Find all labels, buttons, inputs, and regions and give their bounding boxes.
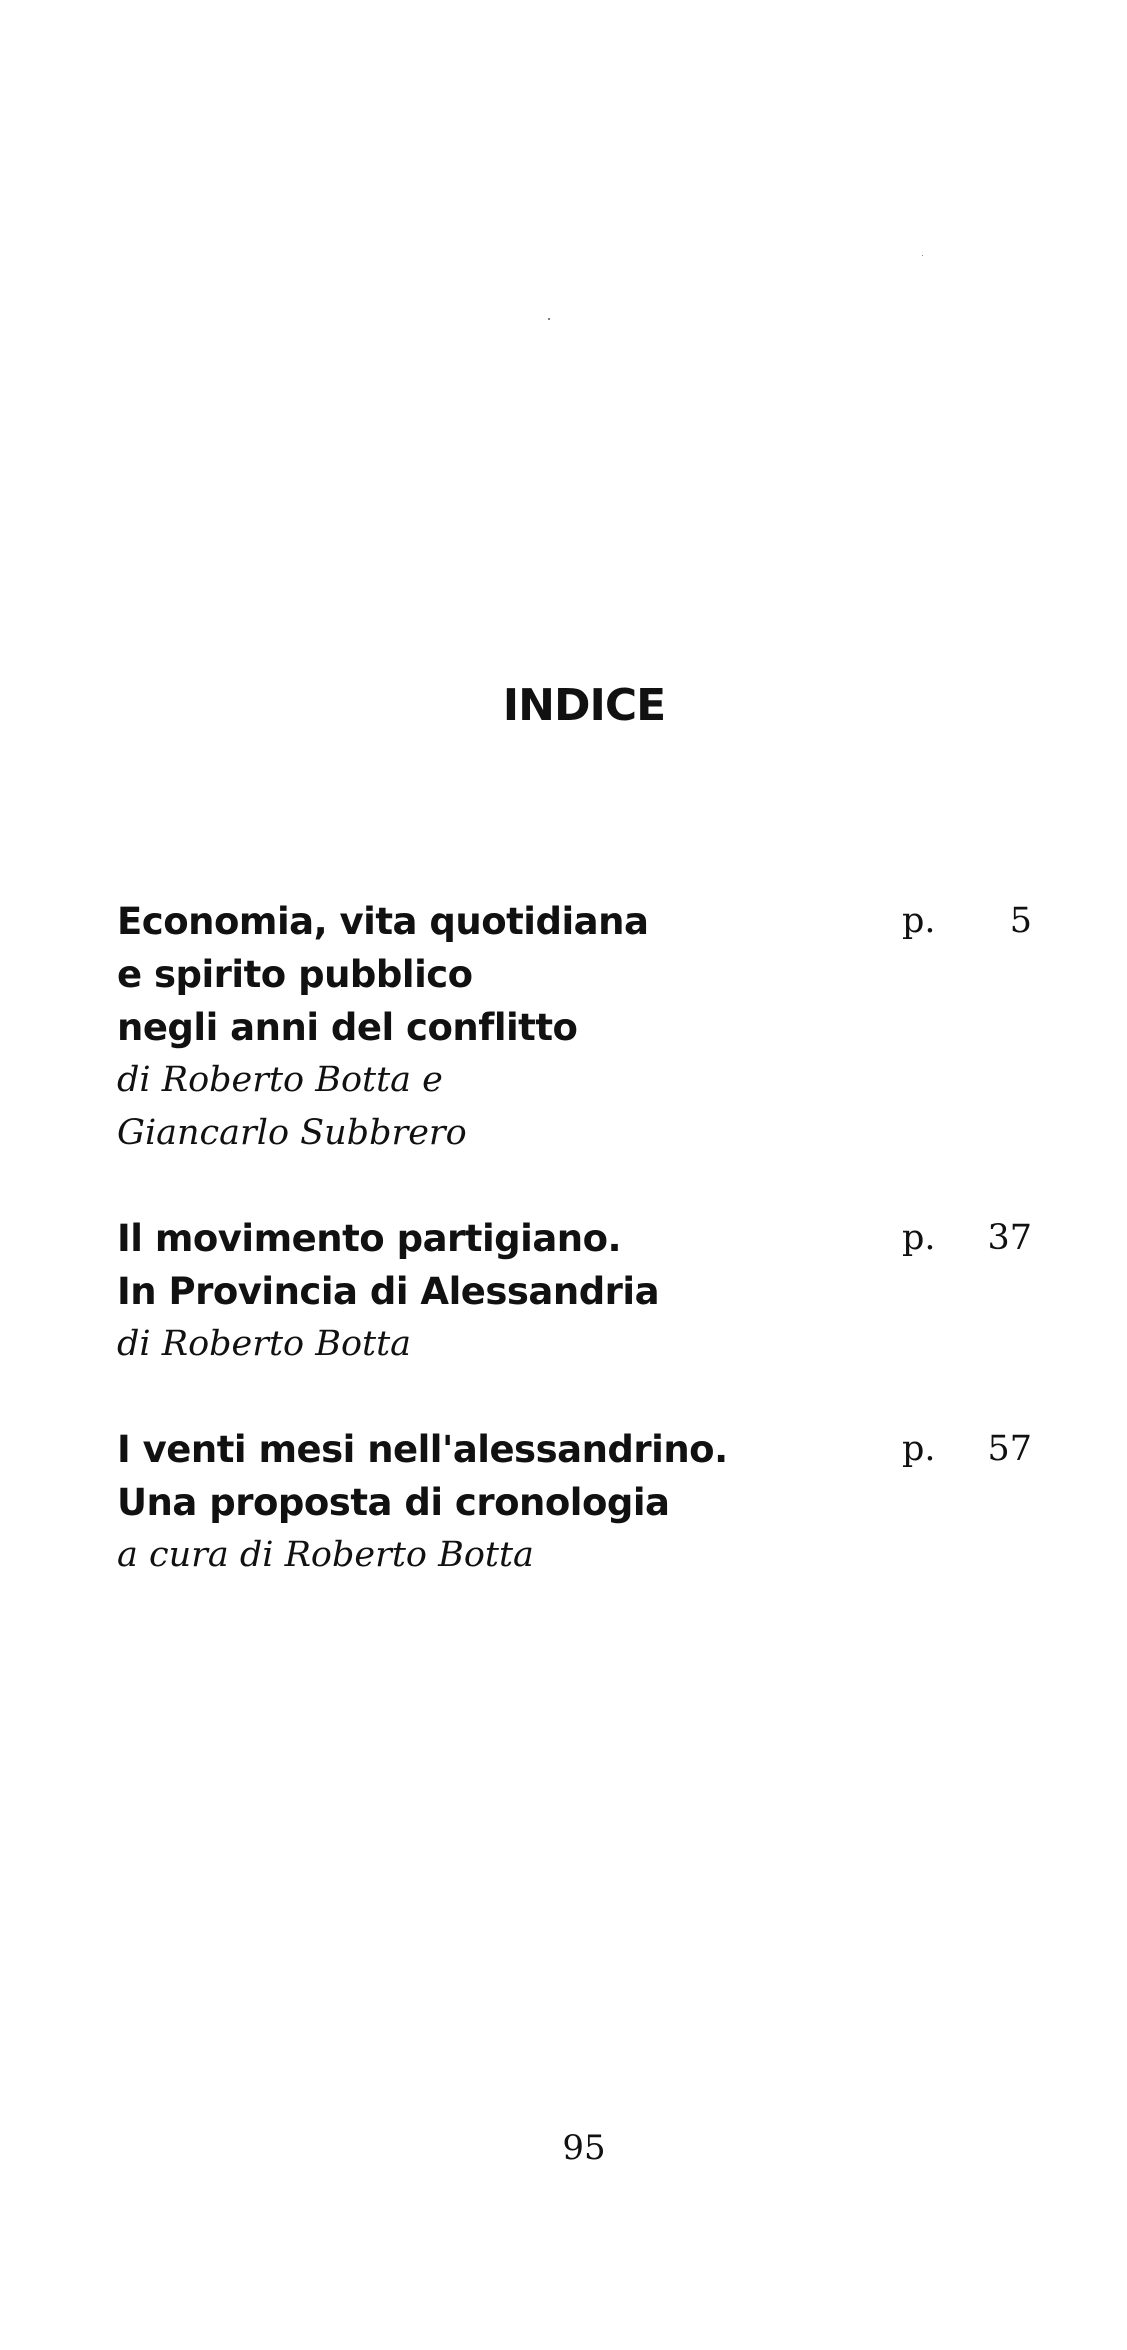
print-speck xyxy=(548,318,550,320)
toc-entry-author xyxy=(117,1054,1032,1160)
toc-entry-title-line: e spirito pubblico xyxy=(117,953,473,996)
toc-entry-title-line: Economia, vita quotidiana xyxy=(117,900,649,943)
page-prefix: p. xyxy=(902,1429,936,1469)
toc-entry-title-line: negli anni del conflitto xyxy=(117,1006,578,1049)
page-prefix: p. xyxy=(902,1218,936,1258)
print-speck xyxy=(922,255,923,256)
toc-entry xyxy=(117,1423,1032,1582)
toc-entry-title-line: Il movimento partigiano. xyxy=(117,1217,622,1260)
toc-entry-title xyxy=(117,1423,877,1529)
toc-entry-page-ref xyxy=(902,1423,1032,1476)
page-prefix: p. xyxy=(902,901,936,941)
toc-entry-author-line: a cura di Roberto Botta xyxy=(117,1535,534,1575)
toc-entry-author-line: di Roberto Botta e xyxy=(117,1060,443,1100)
toc-entry-page-ref xyxy=(902,895,1032,948)
toc-entry-author xyxy=(117,1318,1032,1371)
toc-entry-title xyxy=(117,1212,877,1318)
toc-entry-title-line: I venti mesi nell'alessandrino. xyxy=(117,1428,728,1471)
toc-entry xyxy=(117,895,1032,1160)
page-number: 5 xyxy=(1009,901,1032,941)
toc-entry-author-line: Giancarlo Subbrero xyxy=(117,1113,467,1153)
page-title: INDICE xyxy=(502,680,666,731)
toc-entry-page-ref xyxy=(902,1212,1032,1265)
toc-entry xyxy=(117,1212,1032,1371)
toc-entry-title-line: Una proposta di cronologia xyxy=(117,1481,670,1524)
page-number: 37 xyxy=(987,1218,1032,1258)
toc-entry-author-line: di Roberto Botta xyxy=(117,1324,412,1364)
toc-entry-author xyxy=(117,1529,1032,1582)
page-number-folio: 95 xyxy=(562,2128,606,2168)
toc-entry-title-line: In Provincia di Alessandria xyxy=(117,1270,660,1313)
page-number: 57 xyxy=(987,1429,1032,1469)
table-of-contents xyxy=(117,895,1032,1634)
toc-entry-title xyxy=(117,895,877,1054)
